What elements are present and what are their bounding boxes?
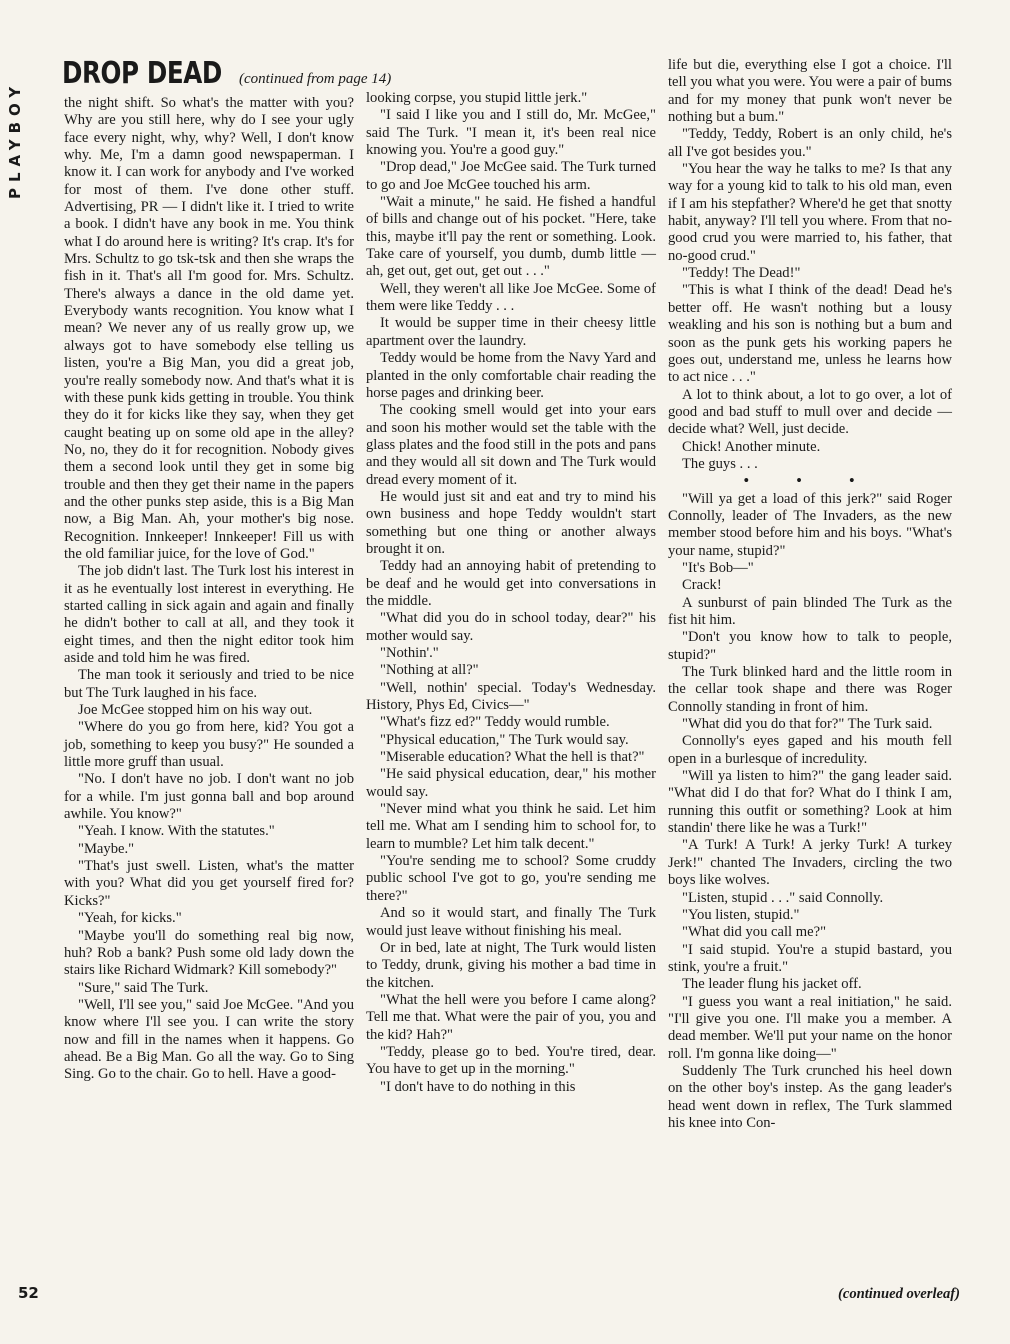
paragraph: It would be supper time in their cheesy little apartment over the laundry. (366, 315, 656, 349)
paragraph: "I said stupid. You're a stupid bastard, you stink, you're a fruit." (668, 941, 952, 975)
text-column-2 (366, 90, 656, 1310)
paragraph: "What did you do that for?" The Turk said. (682, 716, 933, 733)
paragraph: "Don't you know how to talk to people, stupid?" (668, 629, 952, 663)
paragraph: "I don't have to do nothing in this (380, 1078, 576, 1095)
continued-overleaf-label: (continued overleaf) (838, 1286, 960, 1302)
paragraph: "You're sending me to school? Some cruddy public school I've got to go, you're sending me there?" (366, 853, 656, 904)
paragraph: "Maybe you'll do something real big now, huh? Rob a bank? Push some old lady down the stairs like Richard Widmark? Kill somebody?" (64, 927, 354, 979)
paragraph: "Teddy! The Dead!" (682, 265, 801, 282)
paragraph: "Sure," said The Turk. (78, 979, 209, 996)
paragraph: He would just sit and eat and try to mind his own business and hope Teddy wouldn't start something but one thing or another always brought it on. (366, 488, 656, 557)
paragraph: Crack! (682, 577, 722, 594)
paragraph: The guys . . . (682, 455, 758, 472)
paragraph: "Teddy, please go to bed. You're tired, dear. You have to get up in the morning." (366, 1043, 656, 1078)
text-column-1 (64, 95, 354, 1310)
paragraph: Or in bed, late at night, The Turk would listen to Teddy, drunk, giving his mother a bad time in the kitchen. (366, 939, 656, 991)
paragraph: Joe McGee stopped him on his way out. (78, 702, 313, 719)
paragraph: And so it would start, and finally The Turk would just leave without finishing his meal. (366, 905, 656, 939)
paragraph: The Turk blinked hard and the little room in the cellar took shape and there was Roger Connolly standing in front of him. (668, 664, 952, 715)
paragraph: "Will ya get a load of this jerk?" said Roger Connolly, leader of The Invaders, as the new member stood before him and his boys. "What's your name, stupid?" (668, 490, 952, 559)
paragraph: "Wait a minute," he said. He fished a handful of bills and change out of his pocket. "Here, take this, maybe it'll pay the rent or something. Look. Take care of yourself, you dumb, dumb little — ah, get out, get out, get out . . ." (366, 194, 656, 280)
paragraph: "Yeah. I know. With the statutes." (78, 823, 275, 840)
magazine-name: PLAYBOY (6, 80, 24, 200)
paragraph: "What did you call me?" (682, 924, 827, 941)
paragraph: "No. I don't have no job. I don't want no job for a while. I'm just gonna ball and bop around awhile. You know?" (64, 771, 354, 823)
paragraph: Chick! Another minute. (682, 438, 821, 455)
paragraph: "What did you do in school today, dear?" his mother would say. (366, 610, 656, 644)
paragraph: "That's just swell. Listen, what's the matter with you? What did you get yourself fired for? Kicks?" (64, 858, 354, 909)
story-title: DROP DEAD (62, 56, 222, 91)
story-header (62, 56, 391, 91)
continued-from-label: (continued from page 14) (238, 71, 392, 87)
paragraph: "Miserable education? What the hell is that?" (380, 749, 645, 766)
paragraph: The man took it seriously and tried to be nice but The Turk laughed in his face. (64, 667, 354, 701)
page-number: 52 (18, 1284, 39, 1302)
paragraph: A lot to think about, a lot to go over, a lot of good and bad stuff to mull over and decide — decide what? Well, just decide. (668, 386, 952, 438)
paragraph: "I said I like you and I still do, Mr. McGee," said The Turk. "I mean it, it's been real nice knowing you. You're a good guy." (366, 107, 656, 159)
paragraph: "Drop dead," Joe McGee said. The Turk turned to go and Joe McGee touched his arm. (366, 159, 656, 193)
paragraph: "Will ya listen to him?" the gang leader said. "What did I do that for? What do I think I am, running this outfit or something? Look at him standin' there like he was a Turk!" (668, 768, 952, 837)
section-separator: • • • (743, 473, 877, 490)
paragraph: Teddy had an annoying habit of pretending to be deaf and he would get into conversations in the middle. (366, 558, 656, 609)
paragraph: A sunburst of pain blinded The Turk as the fist hit him. (668, 594, 952, 628)
paragraph: The leader flung his jacket off. (682, 976, 862, 993)
paragraph: "What's fizz ed?" Teddy would rumble. (380, 714, 610, 731)
paragraph: "Well, I'll see you," said Joe McGee. "And you know where I'll see you. I can write the story now and fill in the names when it happens. Go ahead. Be a Big Man. Go all the way. Go to Sing Sing. Go to the chair. Go to hell. Have a good- (64, 996, 354, 1083)
paragraph: "Nothin'." (380, 645, 439, 661)
paragraph: "This is what I think of the dead! Dead he's better off. He wasn't nothing but a lousy weakling and his son is nothing but a bum and soon as the punk gets his working papers he goes out, understand me, unless he learns how to act nice . . ." (668, 282, 952, 386)
paragraph: "Nothing at all?" (380, 662, 479, 679)
paragraph: "Physical education," The Turk would say. (380, 731, 629, 748)
paragraph: The job didn't last. The Turk lost his interest in it as he eventually lost interest in everything. He started calling in sick again and again and finally he didn't bother to call at all, and they took it eight times, and then the night editor took him aside and told him he was fired. (64, 563, 354, 666)
paragraph: looking corpse, you stupid little jerk." (366, 90, 588, 106)
paragraph: Suddenly The Turk crunched his heel down on the other boy's instep. As the gang leader's head went down in reflex, The Turk slammed his knee into Con- (668, 1062, 952, 1131)
text-column-3 (668, 57, 952, 1307)
paragraph: "Maybe." (78, 840, 135, 857)
paragraph: "Listen, stupid . . ." said Connolly. (682, 889, 884, 906)
paragraph: "You hear the way he talks to me? Is that any way for a young kid to talk to his old man, even if I am his stepfather? Where'd he get that snotty habit, anyway? I'll tell you where. From that no-good crud you were married to, his father, that no-good crud." (668, 161, 952, 264)
paragraph: "I guess you want a real initiation," he said. "I'll give you one. I'll make you a member. A dead member. We'll put your name on the honor roll. I'm gonna like doing—" (668, 993, 952, 1062)
paragraph: Teddy would be home from the Navy Yard and planted in the only comfortable chair reading the horse pages and drinking beer. (366, 350, 656, 401)
paragraph: life but die, everything else I got a choice. I'll tell you what you were. You were a pair of bums and for my money that punk won't never be nothing but a bum." (668, 57, 952, 126)
paragraph: "It's Bob—" (682, 559, 754, 576)
paragraph: "Yeah, for kicks." (78, 910, 182, 927)
paragraph: "Never mind what you think he said. Let him tell me. What am I sending him to school for, to learn to mumble? Let him talk decent." (366, 801, 656, 852)
paragraph: Well, they weren't all like Joe McGee. Some of them were like Teddy . . . (366, 280, 656, 315)
paragraph: Connolly's eyes gaped and his mouth fell open in a burlesque of incredulity. (668, 733, 952, 767)
paragraph: "Teddy, Teddy, Robert is an only child, he's all I've got besides you." (668, 126, 952, 160)
paragraph: "He said physical education, dear," his mother would say. (366, 766, 656, 800)
paragraph: "Well, nothin' special. Today's Wednesday. History, Phys Ed, Civics—" (366, 679, 656, 714)
paragraph: The cooking smell would get into your ears and soon his mother would set the table with the glass plates and the food still in the pots and pans and they would all sit down and The Turk would dread every moment of it. (366, 402, 656, 488)
paragraph: "Where do you go from here, kid? You got a job, something to keep you busy?" He sounded a little more gruff than usual. (64, 719, 354, 771)
paragraph: the night shift. So what's the matter with you? Why are you still here, why do I see your ugly face every night, why, why? Well, I don't know why. Me, I'm a damn good newspaperman. I know it. I can work for anybody and I've worked for most of them. I've done other stuff. Advertising, PR — I didn't like it. I tried to write a book. I didn't have any book in me. You think what I do around here is writing? It's crap. It's for Mrs. Schultz to go tsk-tsk and then she wraps the fish in it. That's all I'm good for. Mrs. Schultz. There's always a dance in the old dame yet. Everybody wants recognition. You know what I mean? We never any of us really grow up, we always got to have somebody else telling us listen, you're a Big Man, you did a great job, you're really somebody now. And that's what it is with these punk kids getting in trouble. You think they do it for kicks like they say, when they get caught beating up on some old ape in the alley? No, no, they do it for recognition. Nobody gives them a second look until they get in some big trouble and then they get their name in the papers and the other punks step aside, this is a Big Man now, a Big Man. Ah, your mother's big nose. Recognition. Innkeeper! Innkeeper! Fill us with the old familiar juice, for the love of God." (64, 95, 354, 562)
paragraph: "A Turk! A Turk! A jerky Turk! A turkey Jerk!" chanted The Invaders, circling the two boys like wolves. (668, 837, 952, 889)
paragraph: "What the hell were you before I came along? Tell me that. What were the pair of you, you and the kid? Hah?" (366, 991, 656, 1043)
paragraph: "You listen, stupid." (682, 906, 800, 923)
